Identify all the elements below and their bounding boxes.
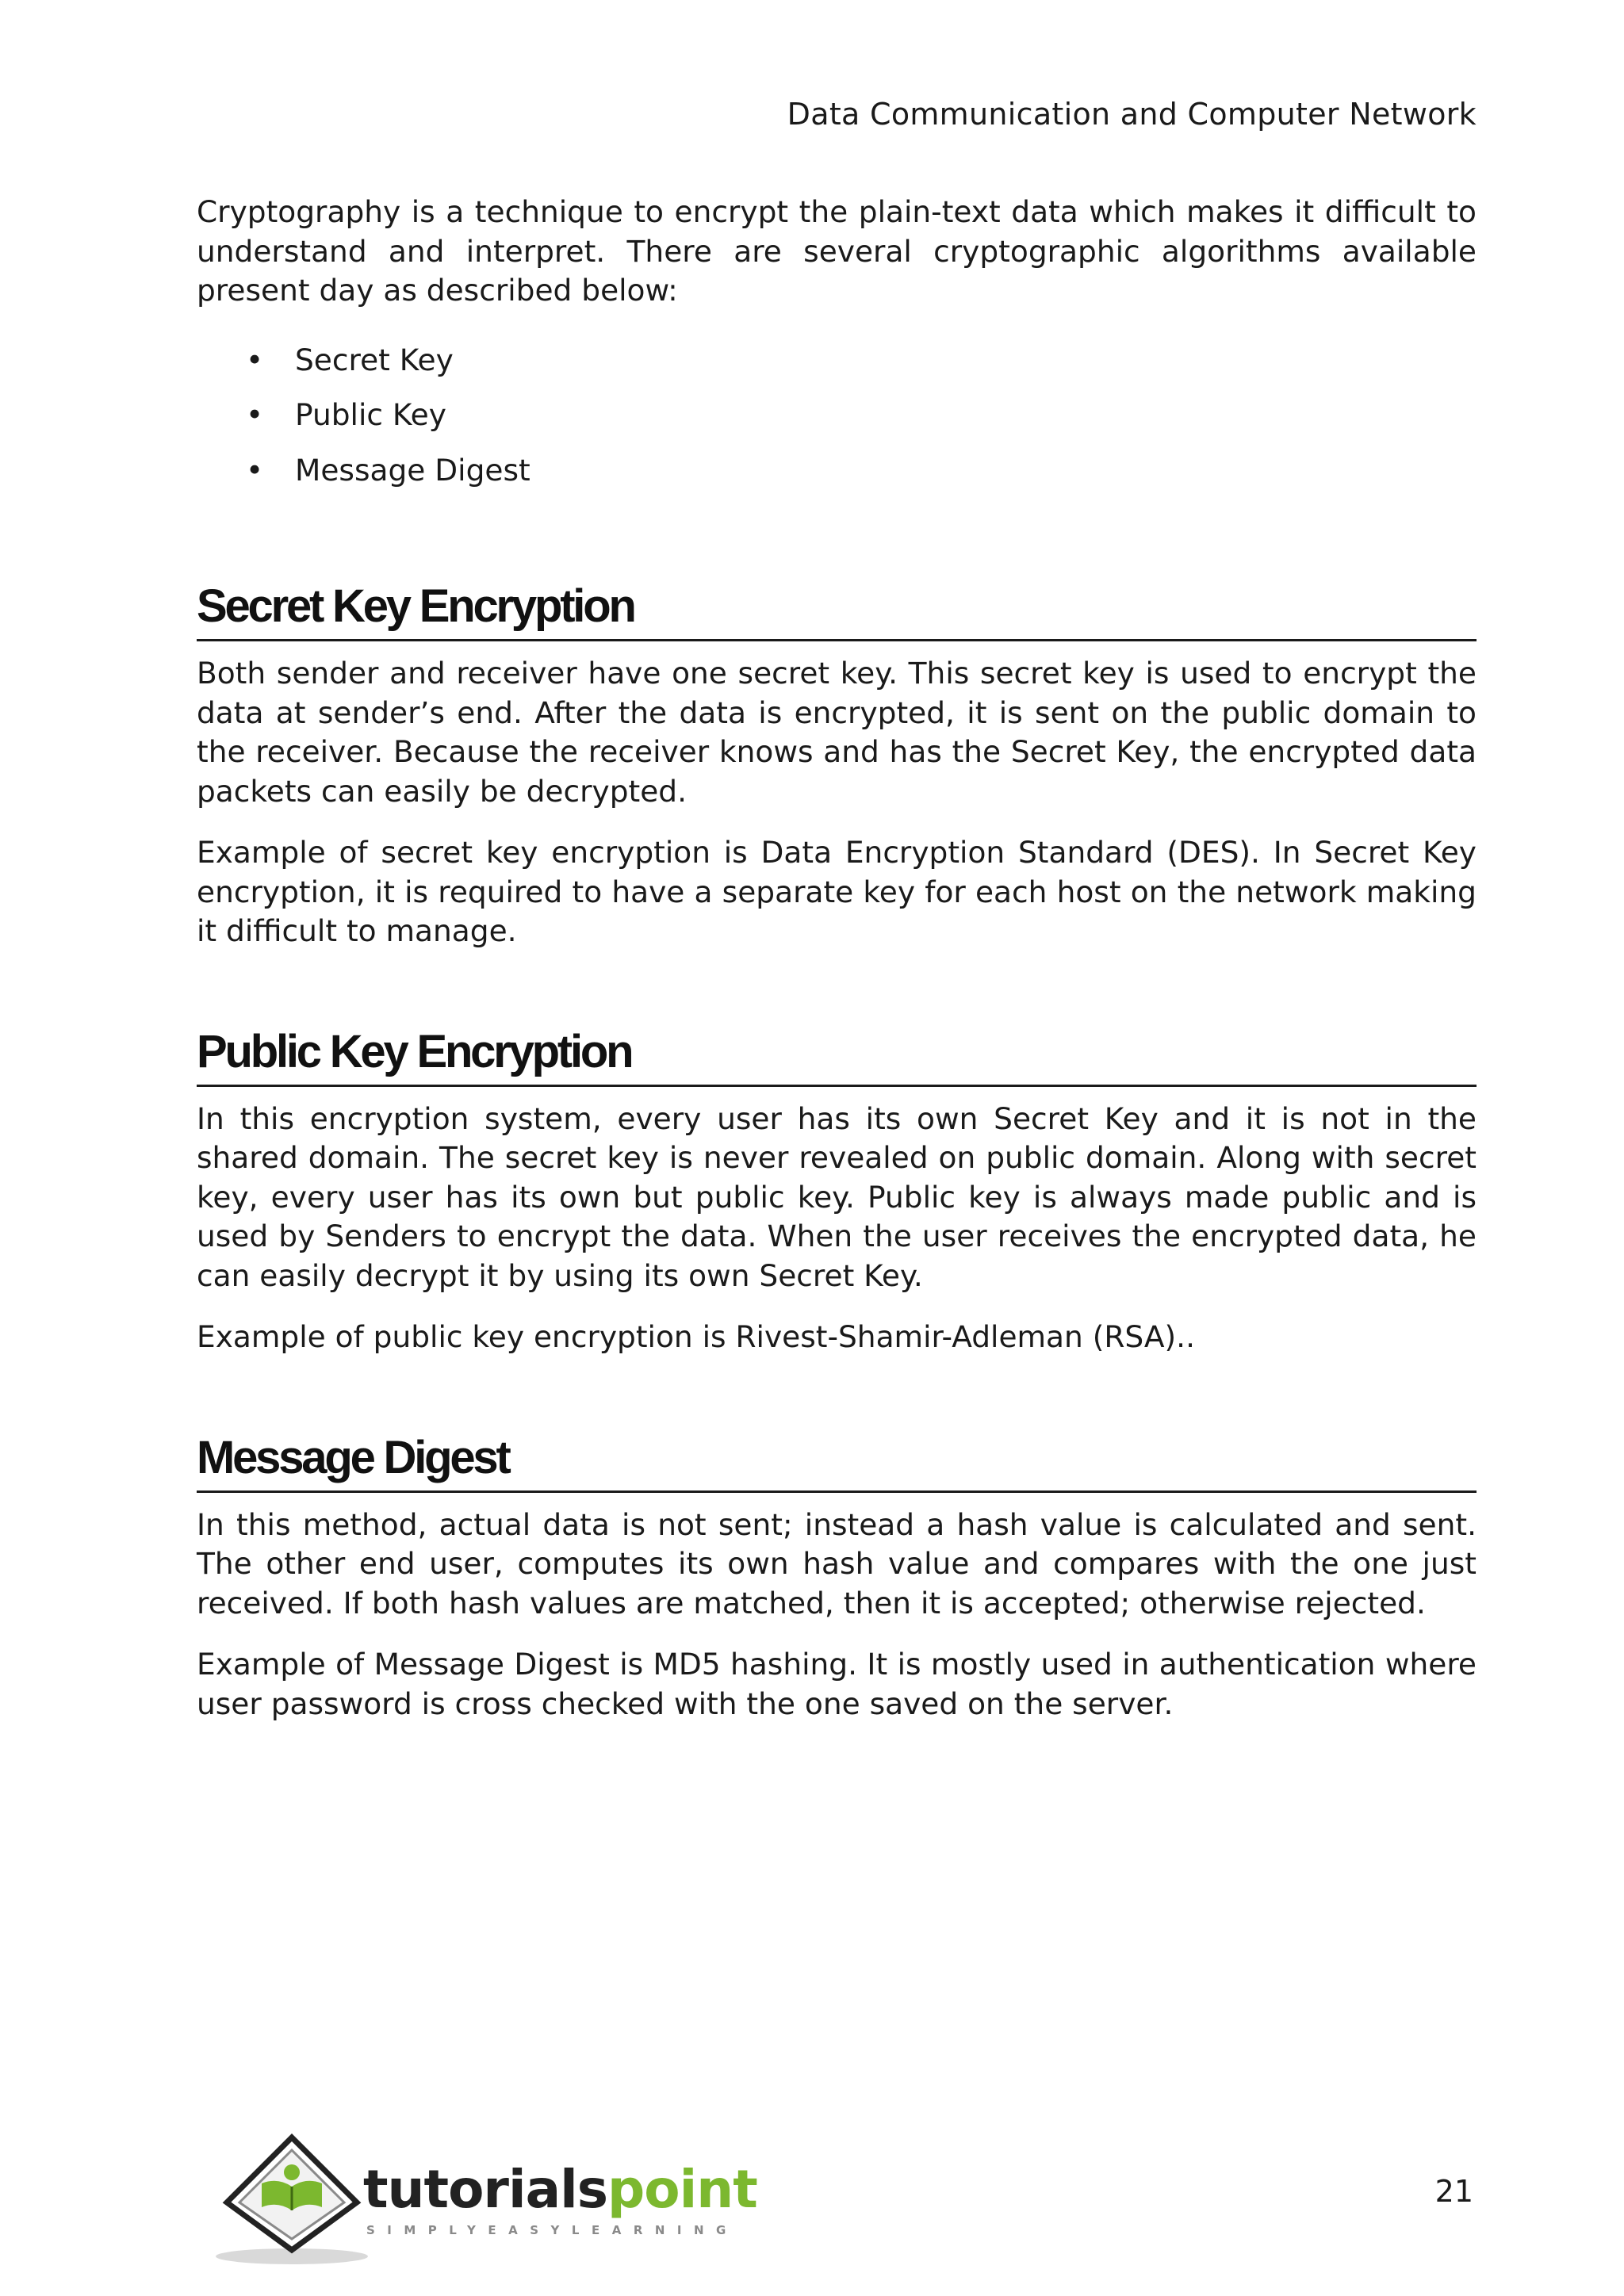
logo-wordmark: tutorialspoint (363, 2159, 757, 2220)
bullet-icon: • (246, 397, 264, 432)
section-heading: Secret Key Encryption (197, 579, 1477, 641)
intro-paragraph: Cryptography is a technique to encrypt the plain-text data which makes it difficult to understand and interpret. There are several cryptographic algorithms available present day as described below: (197, 194, 1477, 308)
section-paragraph: Example of Message Digest is MD5 hashing. It is mostly used in authentication where user password is cross checked with the one saved on the server. (197, 1647, 1477, 1721)
list-item-label: Public Key (295, 397, 446, 432)
bullet-icon: • (246, 452, 264, 488)
section-heading: Public Key Encryption (197, 1024, 1477, 1087)
running-header: Data Communication and Computer Network (787, 97, 1477, 132)
list-item-label: Message Digest (295, 452, 530, 488)
section-paragraph: Example of public key encryption is Rivest-Shamir-Adleman (RSA).. (197, 1319, 1196, 1354)
section-public-key (197, 1024, 1477, 1357)
bullet-icon: • (246, 342, 264, 377)
section-paragraph: In this encryption system, every user has its own Secret Key and it is not in the shared domain. The secret key is never revealed on public domain. Along with secret key, every user has its own but public key. Public key is always made public and is used by Senders to encrypt the data. When the user receives the encrypted data, he can easily decrypt it by using its own Secret Key. (197, 1100, 1477, 1293)
section-paragraph: Both sender and receiver have one secret key. This secret key is used to encrypt the data at sender’s end. After the data is encrypted, it is sent on the public domain to the receiver. Because the receiver knows and has the Secret Key, the encrypted data packets can easily be decrypted. (197, 656, 1477, 809)
section-paragraph: Example of secret key encryption is Data Encryption Standard (DES). In Secret Key encryption, it is required to have a separate key for each host on the network making it difficult to manage. (197, 835, 1477, 948)
list-item-label: Secret Key (295, 342, 454, 377)
logo-tagline: SIMPLYEASYLEARNING (366, 2223, 738, 2237)
section-message-digest (197, 1430, 1477, 1724)
list-item (197, 396, 1477, 435)
tutorialspoint-logo (205, 2131, 757, 2266)
list-item (197, 341, 1477, 381)
section-heading: Message Digest (197, 1430, 1477, 1493)
page-content (197, 193, 1477, 1746)
algorithm-list (197, 341, 1477, 491)
section-secret-key (197, 579, 1477, 951)
section-paragraph: In this method, actual data is not sent; instead a hash value is calculated and sent. The other end user, computes its own hash value and compares with the one just received. If both hash values are matched, then it is accepted; otherwise rejected. (197, 1506, 1477, 1621)
list-item (197, 451, 1477, 491)
page-number: 21 (1434, 2174, 1473, 2209)
